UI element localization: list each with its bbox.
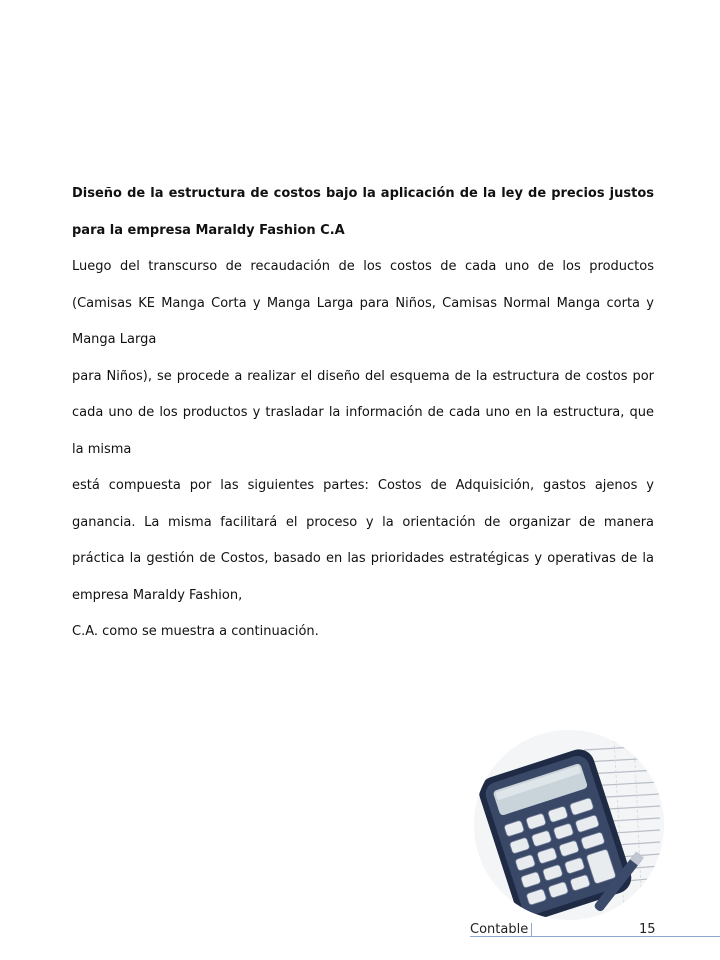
document-body [72,176,654,651]
paragraph-2: para Niños), se procede a realizar el diseño del esquema de la estructura de costos por cada uno de los productos y trasladar la información de cada uno en la estructura, que la misma [72,368,654,457]
calculator-icon [474,730,664,920]
calculator-image [474,730,664,920]
footer-label: Contable [470,922,529,937]
section-title: Diseño de la estructura de costos bajo la aplicación de la ley de precios justos para la empresa Maraldy Fashion C.A [72,186,654,238]
footer-divider [531,923,532,937]
paragraph-4: C.A. como se muestra a continuación. [72,624,319,639]
paragraph-1: Luego del transcurso de recaudación de los costos de cada uno de los productos (Camisas KE Manga Corta y Manga Larga para Niños, Camisas Normal Manga corta y Manga Larga [72,259,654,347]
page-number: 15 [639,922,656,937]
paragraph-3: está compuesta por las siguientes partes: Costos de Adquisición, gastos ajenos y ganancia. La misma facilitará el proceso y la orientación de organizar de manera práctica la gestión de Costos, basado en las prioridades estratégicas y operativas de la empresa Maraldy Fashion, [72,478,654,603]
